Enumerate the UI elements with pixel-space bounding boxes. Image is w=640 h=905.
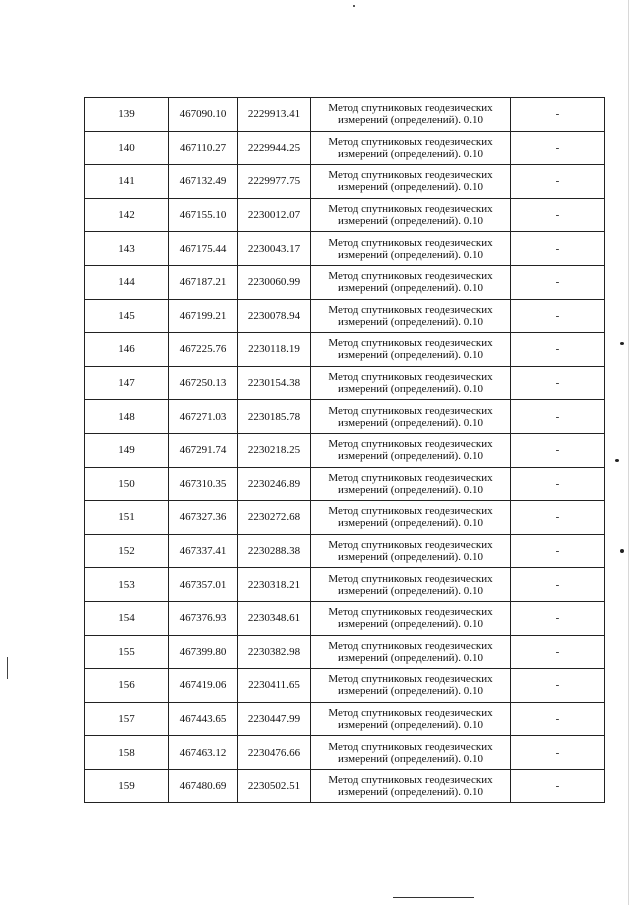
y-coordinate-cell: 2230218.25 [238, 433, 311, 467]
x-coordinate-cell: 467399.80 [169, 635, 238, 669]
x-coordinate-cell: 467310.35 [169, 467, 238, 501]
point-number-cell: 144 [85, 265, 169, 299]
y-coordinate-cell: 2230060.99 [238, 265, 311, 299]
method-line-2: измерений (определений). 0.10 [338, 651, 483, 664]
y-coordinate-cell: 2229913.41 [238, 98, 311, 132]
note-cell: - [511, 534, 605, 568]
method-cell [311, 601, 511, 635]
method-cell [311, 265, 511, 299]
method-cell [311, 366, 511, 400]
method-line-2: измерений (определений). 0.10 [338, 718, 483, 731]
y-coordinate-cell: 2230348.61 [238, 601, 311, 635]
y-coordinate-cell: 2230318.21 [238, 568, 311, 602]
table-row [85, 433, 605, 467]
method-cell [311, 433, 511, 467]
y-coordinate-cell: 2230476.66 [238, 736, 311, 770]
y-coordinate-cell: 2230078.94 [238, 299, 311, 333]
x-coordinate-cell: 467110.27 [169, 131, 238, 165]
table-row [85, 299, 605, 333]
table-row [85, 467, 605, 501]
y-coordinate-cell: 2230185.78 [238, 400, 311, 434]
method-line-2: измерений (определений). 0.10 [338, 618, 483, 631]
method-line-1: Метод спутниковых геодезических [328, 673, 493, 686]
table-row [85, 165, 605, 199]
method-line-1: Метод спутниковых геодезических [328, 774, 493, 787]
point-number-cell: 152 [85, 534, 169, 568]
note-cell: - [511, 232, 605, 266]
note-cell: - [511, 568, 605, 602]
method-line-2: измерений (определений). 0.10 [338, 483, 483, 496]
y-coordinate-cell: 2230288.38 [238, 534, 311, 568]
method-line-2: измерений (определений). 0.10 [338, 685, 483, 698]
x-coordinate-cell: 467291.74 [169, 433, 238, 467]
point-number-cell: 148 [85, 400, 169, 434]
table-row [85, 534, 605, 568]
point-number-cell: 153 [85, 568, 169, 602]
x-coordinate-cell: 467480.69 [169, 769, 238, 803]
method-line-1: Метод спутниковых геодезических [328, 371, 493, 384]
x-coordinate-cell: 467155.10 [169, 198, 238, 232]
y-coordinate-cell: 2230012.07 [238, 198, 311, 232]
x-coordinate-cell: 467090.10 [169, 98, 238, 132]
method-cell [311, 635, 511, 669]
y-coordinate-cell: 2229977.75 [238, 165, 311, 199]
y-coordinate-cell: 2230154.38 [238, 366, 311, 400]
method-line-2: измерений (определений). 0.10 [338, 551, 483, 564]
method-line-1: Метод спутниковых геодезических [328, 270, 493, 283]
method-cell [311, 467, 511, 501]
point-number-cell: 142 [85, 198, 169, 232]
method-line-2: измерений (определений). 0.10 [338, 786, 483, 799]
x-coordinate-cell: 467225.76 [169, 333, 238, 367]
note-cell: - [511, 501, 605, 535]
method-line-2: измерений (определений). 0.10 [338, 114, 483, 127]
method-line-2: измерений (определений). 0.10 [338, 416, 483, 429]
method-cell [311, 165, 511, 199]
method-cell [311, 198, 511, 232]
note-cell: - [511, 333, 605, 367]
method-line-2: измерений (определений). 0.10 [338, 383, 483, 396]
table-row [85, 601, 605, 635]
y-coordinate-cell: 2230382.98 [238, 635, 311, 669]
table-row [85, 232, 605, 266]
scan-speck [615, 459, 619, 462]
method-cell [311, 333, 511, 367]
method-cell [311, 568, 511, 602]
method-line-1: Метод спутниковых геодезических [328, 606, 493, 619]
method-cell [311, 534, 511, 568]
method-line-2: измерений (определений). 0.10 [338, 248, 483, 261]
point-number-cell: 157 [85, 702, 169, 736]
x-coordinate-cell: 467376.93 [169, 601, 238, 635]
method-line-1: Метод спутниковых геодезических [328, 639, 493, 652]
method-line-1: Метод спутниковых геодезических [328, 337, 493, 350]
x-coordinate-cell: 467443.65 [169, 702, 238, 736]
x-coordinate-cell: 467132.49 [169, 165, 238, 199]
y-coordinate-cell: 2230118.19 [238, 333, 311, 367]
x-coordinate-cell: 467271.03 [169, 400, 238, 434]
note-cell: - [511, 265, 605, 299]
table-row [85, 198, 605, 232]
scan-speck [353, 5, 355, 7]
note-cell: - [511, 702, 605, 736]
point-number-cell: 159 [85, 769, 169, 803]
method-cell [311, 669, 511, 703]
table-row [85, 400, 605, 434]
table-row [85, 736, 605, 770]
y-coordinate-cell: 2230411.65 [238, 669, 311, 703]
note-cell: - [511, 165, 605, 199]
x-coordinate-cell: 467357.01 [169, 568, 238, 602]
table-row [85, 635, 605, 669]
x-coordinate-cell: 467199.21 [169, 299, 238, 333]
scan-mark [7, 657, 8, 679]
note-cell: - [511, 669, 605, 703]
method-cell [311, 400, 511, 434]
method-line-2: измерений (определений). 0.10 [338, 752, 483, 765]
method-line-1: Метод спутниковых геодезических [328, 572, 493, 585]
table-row [85, 568, 605, 602]
note-cell: - [511, 98, 605, 132]
point-number-cell: 154 [85, 601, 169, 635]
method-cell [311, 299, 511, 333]
method-line-1: Метод спутниковых геодезических [328, 539, 493, 552]
method-line-1: Метод спутниковых геодезических [328, 471, 493, 484]
method-line-2: измерений (определений). 0.10 [338, 181, 483, 194]
point-number-cell: 140 [85, 131, 169, 165]
table-row [85, 366, 605, 400]
method-line-1: Метод спутниковых геодезических [328, 706, 493, 719]
method-cell [311, 131, 511, 165]
note-cell: - [511, 635, 605, 669]
point-number-cell: 156 [85, 669, 169, 703]
note-cell: - [511, 131, 605, 165]
point-number-cell: 143 [85, 232, 169, 266]
scan-edge-line [628, 0, 629, 905]
y-coordinate-cell: 2230272.68 [238, 501, 311, 535]
x-coordinate-cell: 467250.13 [169, 366, 238, 400]
scan-speck [620, 549, 624, 553]
method-line-1: Метод спутниковых геодезических [328, 404, 493, 417]
point-number-cell: 139 [85, 98, 169, 132]
point-number-cell: 147 [85, 366, 169, 400]
note-cell: - [511, 736, 605, 770]
method-line-1: Метод спутниковых геодезических [328, 740, 493, 753]
note-cell: - [511, 601, 605, 635]
note-cell: - [511, 467, 605, 501]
signature-line [393, 897, 474, 898]
x-coordinate-cell: 467463.12 [169, 736, 238, 770]
method-line-2: измерений (определений). 0.10 [338, 147, 483, 160]
point-number-cell: 155 [85, 635, 169, 669]
y-coordinate-cell: 2230502.51 [238, 769, 311, 803]
note-cell: - [511, 433, 605, 467]
method-cell [311, 769, 511, 803]
note-cell: - [511, 769, 605, 803]
method-line-2: измерений (определений). 0.10 [338, 315, 483, 328]
point-number-cell: 158 [85, 736, 169, 770]
table-row [85, 669, 605, 703]
method-cell [311, 501, 511, 535]
method-cell [311, 736, 511, 770]
method-line-2: измерений (определений). 0.10 [338, 215, 483, 228]
table-row [85, 769, 605, 803]
y-coordinate-cell: 2230246.89 [238, 467, 311, 501]
note-cell: - [511, 198, 605, 232]
method-line-1: Метод спутниковых геодезических [328, 135, 493, 148]
coordinates-table [84, 97, 605, 803]
method-line-2: измерений (определений). 0.10 [338, 584, 483, 597]
table-row [85, 501, 605, 535]
note-cell: - [511, 299, 605, 333]
point-number-cell: 151 [85, 501, 169, 535]
method-line-1: Метод спутниковых геодезических [328, 102, 493, 115]
x-coordinate-cell: 467175.44 [169, 232, 238, 266]
method-line-1: Метод спутниковых геодезических [328, 203, 493, 216]
point-number-cell: 146 [85, 333, 169, 367]
method-line-1: Метод спутниковых геодезических [328, 169, 493, 182]
point-number-cell: 145 [85, 299, 169, 333]
note-cell: - [511, 366, 605, 400]
method-line-1: Метод спутниковых геодезических [328, 505, 493, 518]
table-row [85, 702, 605, 736]
table-row [85, 265, 605, 299]
point-number-cell: 141 [85, 165, 169, 199]
table-row [85, 131, 605, 165]
method-cell [311, 702, 511, 736]
x-coordinate-cell: 467187.21 [169, 265, 238, 299]
y-coordinate-cell: 2230043.17 [238, 232, 311, 266]
method-line-2: измерений (определений). 0.10 [338, 450, 483, 463]
point-number-cell: 150 [85, 467, 169, 501]
table-row [85, 98, 605, 132]
method-line-2: измерений (определений). 0.10 [338, 282, 483, 295]
method-cell [311, 98, 511, 132]
y-coordinate-cell: 2229944.25 [238, 131, 311, 165]
y-coordinate-cell: 2230447.99 [238, 702, 311, 736]
note-cell: - [511, 400, 605, 434]
method-line-2: измерений (определений). 0.10 [338, 517, 483, 530]
method-line-1: Метод спутниковых геодезических [328, 438, 493, 451]
table-row [85, 333, 605, 367]
scan-speck [620, 342, 624, 345]
method-line-2: измерений (определений). 0.10 [338, 349, 483, 362]
coordinates-table-body [85, 98, 605, 803]
method-line-1: Метод спутниковых геодезических [328, 236, 493, 249]
point-number-cell: 149 [85, 433, 169, 467]
x-coordinate-cell: 467337.41 [169, 534, 238, 568]
method-line-1: Метод спутниковых геодезических [328, 303, 493, 316]
method-cell [311, 232, 511, 266]
x-coordinate-cell: 467419.06 [169, 669, 238, 703]
x-coordinate-cell: 467327.36 [169, 501, 238, 535]
